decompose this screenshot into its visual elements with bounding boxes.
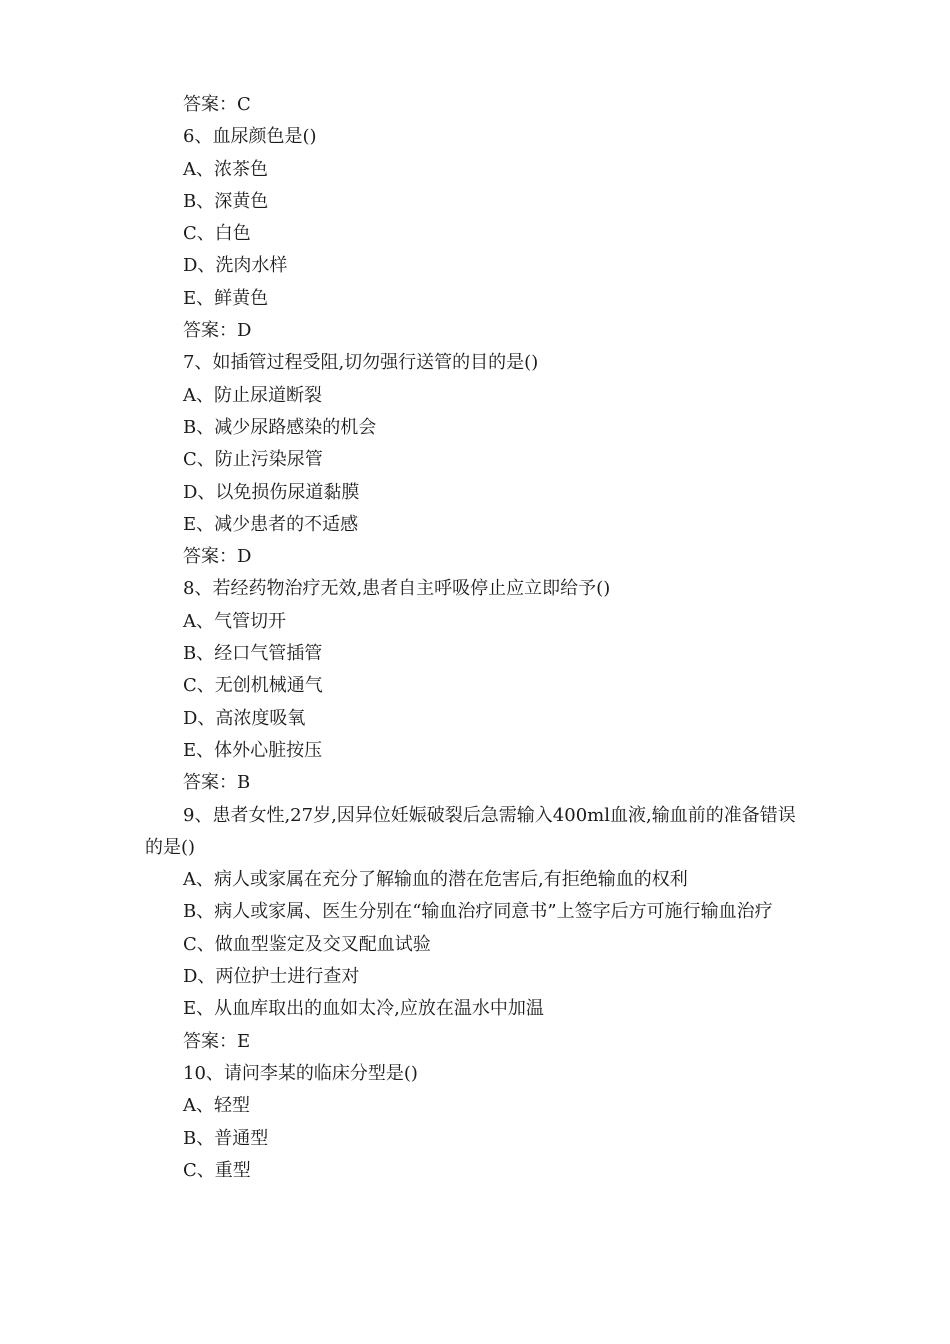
question-8: 8、若经药物治疗无效,患者自主呼吸停止应立即给予()	[183, 578, 611, 600]
option-d: D、两位护士进行查对	[183, 966, 360, 988]
option-a: A、气管切开	[183, 610, 286, 632]
option-e: E、从血库取出的血如太冷,应放在温水中加温	[183, 998, 544, 1020]
answer-line: 答案：C	[183, 94, 251, 115]
answer-line: 答案：D	[183, 320, 252, 342]
option-c: C、白色	[183, 223, 251, 245]
option-a: A、防止尿道断裂	[183, 384, 322, 406]
answer-line: 答案：E	[183, 1030, 251, 1052]
option-c: C、做血型鉴定及交叉配血试验	[183, 933, 431, 955]
option-d: D、以免损伤尿道黏膜	[183, 481, 360, 503]
answer-line: 答案：B	[183, 772, 251, 794]
option-b: B、深黄色	[183, 190, 269, 212]
option-e: E、体外心脏按压	[183, 739, 323, 761]
option-a: A、轻型	[183, 1095, 250, 1117]
question-10: 10、请问李某的临床分型是()	[183, 1062, 418, 1084]
option-b: B、减少尿路感染的机会	[183, 416, 377, 438]
option-a: A、浓茶色	[183, 158, 268, 180]
question-9: 9、患者女性,27岁,因异位妊娠破裂后急需输入400ml血液,输血前的准备错误的是()	[145, 804, 796, 858]
option-e: E、减少患者的不适感	[183, 513, 359, 535]
question-7: 7、如插管过程受阻,切勿强行送管的目的是()	[183, 352, 539, 374]
answer-line: 答案：D	[183, 546, 252, 568]
question-6: 6、血尿颜色是()	[183, 126, 317, 148]
option-c: C、防止污染尿管	[183, 449, 323, 471]
option-c: C、重型	[183, 1159, 251, 1181]
option-a: A、病人或家属在充分了解输血的潜在危害后,有拒绝输血的权利	[183, 869, 688, 891]
option-e: E、鲜黄色	[183, 287, 269, 309]
option-b: B、普通型	[183, 1127, 269, 1149]
option-b: B、病人或家属、医生分别在“输血治疗同意书”上签字后方可施行输血治疗	[183, 901, 773, 923]
option-c: C、无创机械通气	[183, 675, 323, 697]
option-d: D、高浓度吸氧	[183, 707, 306, 729]
option-b: B、经口气管插管	[183, 643, 323, 665]
option-d: D、洗肉水样	[183, 255, 288, 277]
